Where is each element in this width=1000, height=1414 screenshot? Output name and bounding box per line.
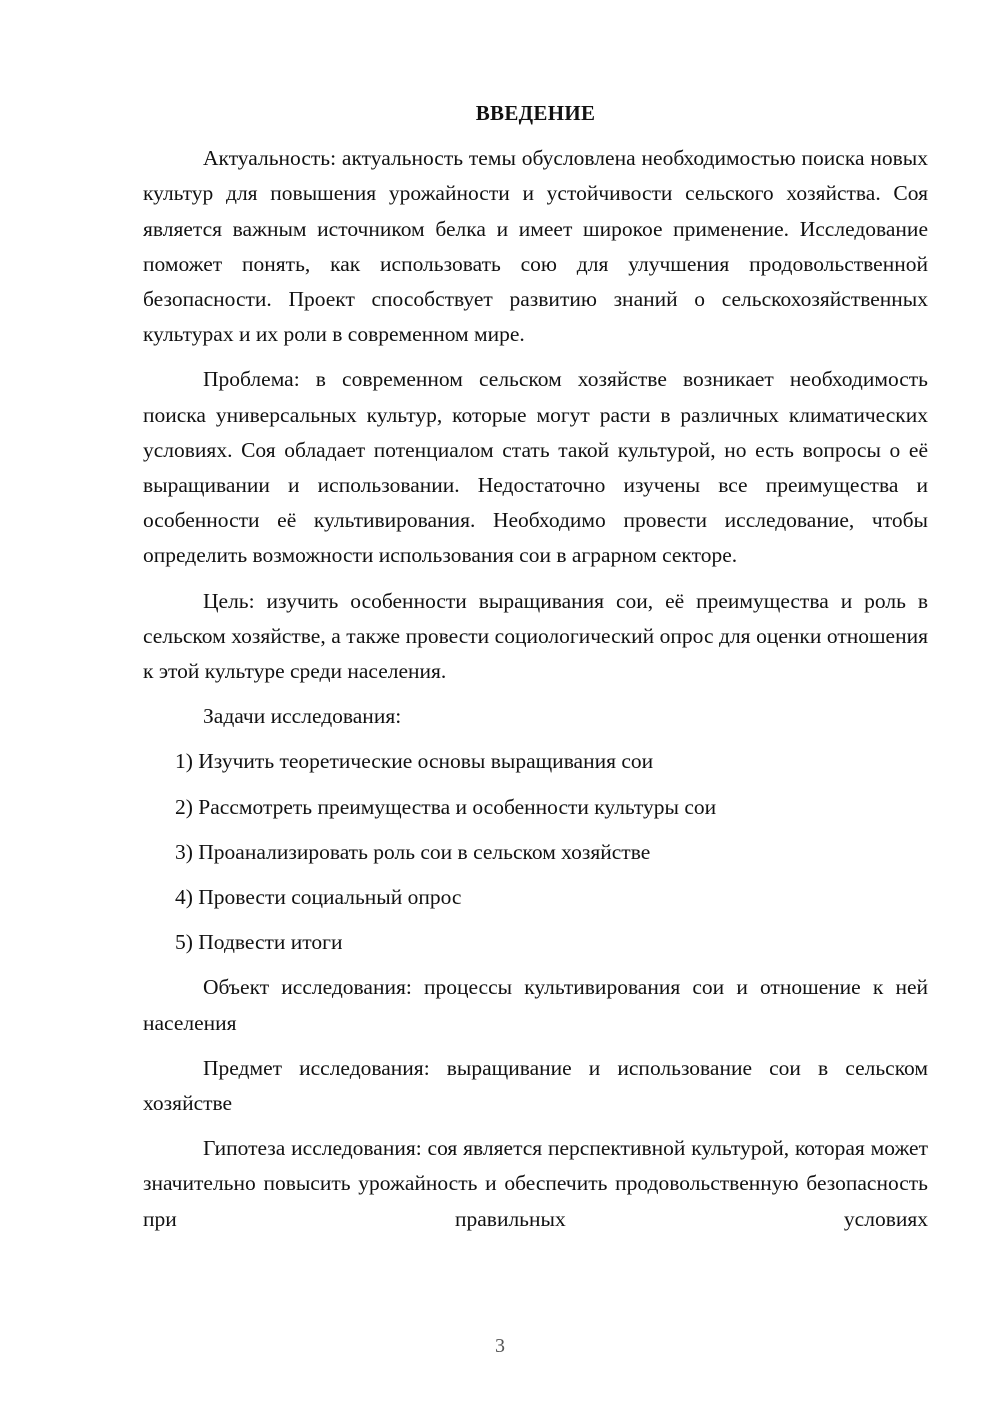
goal-paragraph: Цель: изучить особенности выращивания сои, её преимущества и роль в сельском хозяйстве, а также провести социологический опрос для оценки отношения к этой культуре среди населения. — [143, 588, 928, 684]
list-item: 3) Проанализировать роль сои в сельском хозяйстве — [175, 839, 651, 864]
list-item: 5) Подвести итоги — [175, 930, 343, 955]
subject-paragraph: Предмет исследования: выращивание и использование сои в сельском хозяйстве — [143, 1055, 928, 1116]
problem-paragraph: Проблема: в современном сельском хозяйстве возникает необходимость поиска универсальных культур, которые могут расти в различных климатических условиях. Соя обладает потенциалом стать такой культурой, но есть вопросы о её выращивании и использовании. Недостаточно изучены все преимущества и особенности её культивирования. Необходимо провести исследование, чтобы определить возможности использования сои в аграрном секторе. — [143, 367, 928, 568]
object-paragraph: Объект исследования: процессы культивирования сои и отношение к ней населения — [143, 975, 928, 1035]
page-number: 3 — [495, 1335, 505, 1357]
task-list — [143, 744, 928, 960]
page-title: ВВЕДЕНИЕ — [475, 101, 596, 125]
hypothesis-paragraph: Гипотеза исследования: соя является перспективной культурой, которая может значительно повысить урожайность и обеспечить продовольственную безопасность при правильных условиях — [143, 1136, 928, 1231]
tasks-title: Задачи исследования: — [203, 704, 402, 729]
page-content — [143, 96, 928, 1247]
list-item: 2) Рассмотреть преимущества и особенности культуры сои — [175, 794, 717, 819]
list-item: 4) Провести социальный опрос — [175, 885, 462, 910]
list-item: 1) Изучить теоретические основы выращивания сои — [175, 749, 654, 774]
relevance-paragraph: Актуальность: актуальность темы обусловлена необходимостью поиска новых культур для повышения урожайности и устойчивости сельского хозяйства. Соя является важным источником белка и имеет широкое применение. Исследование поможет понять, как использовать сою для улучшения продовольственной безопасности. Проект способствует развитию знаний о сельскохозяйственных культурах и их роли в современном мире. — [143, 146, 928, 347]
